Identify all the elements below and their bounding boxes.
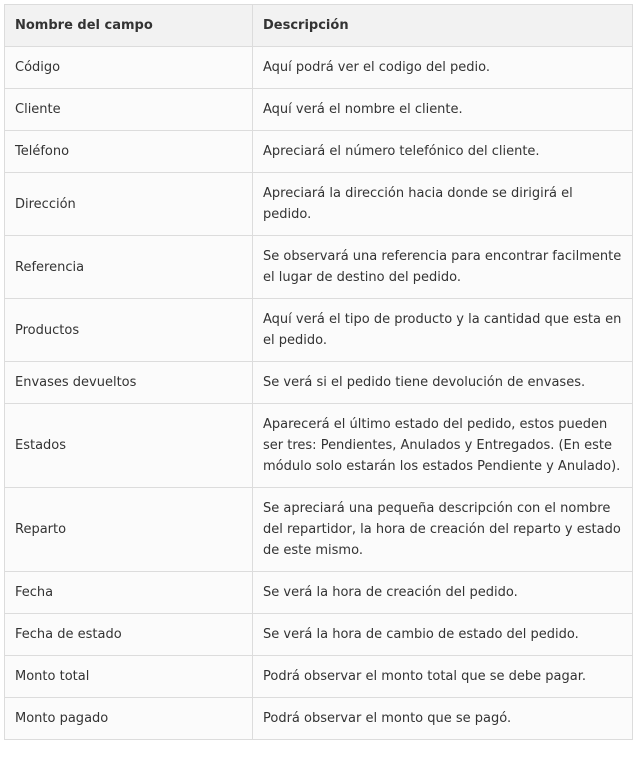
description-cell: Apreciará el número telefónico del cliente. — [253, 131, 633, 173]
field-name-cell: Reparto — [5, 488, 253, 572]
field-name-cell: Monto pagado — [5, 698, 253, 740]
table-row — [5, 47, 633, 89]
table-row — [5, 131, 633, 173]
description-cell: Apreciará la dirección hacia donde se dirigirá el pedido. — [253, 173, 633, 236]
description-cell: Se observará una referencia para encontrar facilmente el lugar de destino del pedido. — [253, 236, 633, 299]
table-row — [5, 89, 633, 131]
table-row — [5, 698, 633, 740]
description-cell: Se apreciará una pequeña descripción con el nombre del repartidor, la hora de creación del reparto y estado de este mismo. — [253, 488, 633, 572]
description-cell: Aquí verá el nombre el cliente. — [253, 89, 633, 131]
field-name-cell: Código — [5, 47, 253, 89]
table-row — [5, 236, 633, 299]
field-name-cell: Dirección — [5, 173, 253, 236]
description-cell: Se verá si el pedido tiene devolución de envases. — [253, 362, 633, 404]
field-name-cell: Teléfono — [5, 131, 253, 173]
table-row — [5, 614, 633, 656]
table-row — [5, 656, 633, 698]
fields-table — [4, 4, 633, 740]
table-row — [5, 173, 633, 236]
description-cell: Aquí verá el tipo de producto y la cantidad que esta en el pedido. — [253, 299, 633, 362]
description-cell: Aparecerá el último estado del pedido, estos pueden ser tres: Pendientes, Anulados y Entregados. (En este módulo solo estarán los estados Pendiente y Anulado). — [253, 404, 633, 488]
header-field-name: Nombre del campo — [5, 5, 253, 47]
description-cell: Aquí podrá ver el codigo del pedio. — [253, 47, 633, 89]
field-name-cell: Estados — [5, 404, 253, 488]
field-name-cell: Envases devueltos — [5, 362, 253, 404]
table-row — [5, 488, 633, 572]
field-name-cell: Cliente — [5, 89, 253, 131]
table-row — [5, 362, 633, 404]
description-cell: Se verá la hora de cambio de estado del pedido. — [253, 614, 633, 656]
description-cell: Se verá la hora de creación del pedido. — [253, 572, 633, 614]
field-name-cell: Fecha — [5, 572, 253, 614]
table-row — [5, 572, 633, 614]
header-description: Descripción — [253, 5, 633, 47]
description-cell: Podrá observar el monto que se pagó. — [253, 698, 633, 740]
table-row — [5, 299, 633, 362]
field-name-cell: Fecha de estado — [5, 614, 253, 656]
field-name-cell: Productos — [5, 299, 253, 362]
table-header-row — [5, 5, 633, 47]
field-name-cell: Monto total — [5, 656, 253, 698]
description-cell: Podrá observar el monto total que se debe pagar. — [253, 656, 633, 698]
field-name-cell: Referencia — [5, 236, 253, 299]
table-body — [5, 47, 633, 740]
table-row — [5, 404, 633, 488]
